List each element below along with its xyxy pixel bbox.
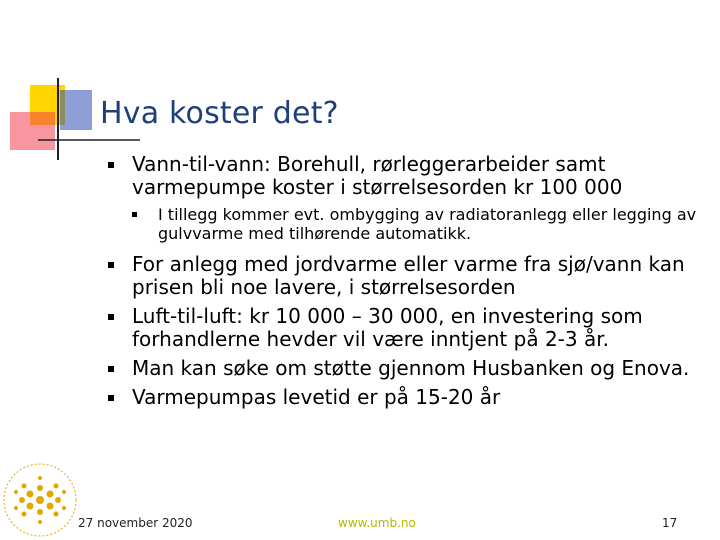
deco-blue-square: [60, 90, 92, 130]
square-bullet-icon: [108, 366, 114, 372]
bullet-item-1: [108, 153, 708, 199]
square-bullet-icon: [108, 262, 114, 268]
deco-red-square: [10, 112, 55, 150]
page-number: 17: [662, 516, 678, 530]
bullet-item-3: [108, 305, 708, 351]
footer-url[interactable]: www.umb.no: [338, 516, 416, 530]
bullet-text: Vann-til-vann: Borehull, rørleggerarbeider samt varmepumpe koster i størrelsesorden kr 100 000: [132, 152, 623, 199]
bullet-text: For anlegg med jordvarme eller varme fra sjø/vann kan prisen bli noe lavere, i størrelsesorden: [132, 252, 685, 299]
footer-date: 27 november 2020: [78, 516, 193, 530]
bullet-item-5: [108, 386, 708, 409]
sub-bullet-text: I tillegg kommer evt. ombygging av radiatoranlegg eller legging av gulvvarme med tilhørende automatikk.: [158, 205, 697, 243]
university-logo-icon: [0, 460, 80, 540]
square-bullet-icon: [108, 395, 114, 401]
title-decoration: [0, 0, 140, 170]
sub-bullet-item-1: [132, 205, 708, 243]
bullet-list: [108, 153, 708, 415]
bullet-text: Man kan søke om støtte gjennom Husbanken og Enova.: [132, 356, 690, 380]
slide-title: Hva koster det?: [100, 96, 339, 131]
bullet-item-2: [108, 253, 708, 299]
bullet-item-4: [108, 357, 708, 380]
square-bullet-icon: [132, 212, 137, 217]
square-bullet-icon: [108, 314, 114, 320]
bullet-text: Varmepumpas levetid er på 15-20 år: [132, 385, 501, 409]
square-bullet-icon: [108, 162, 114, 168]
bullet-text: Luft-til-luft: kr 10 000 – 30 000, en investering som forhandlerne hevder vil være inntjent på 2-3 år.: [132, 304, 643, 351]
